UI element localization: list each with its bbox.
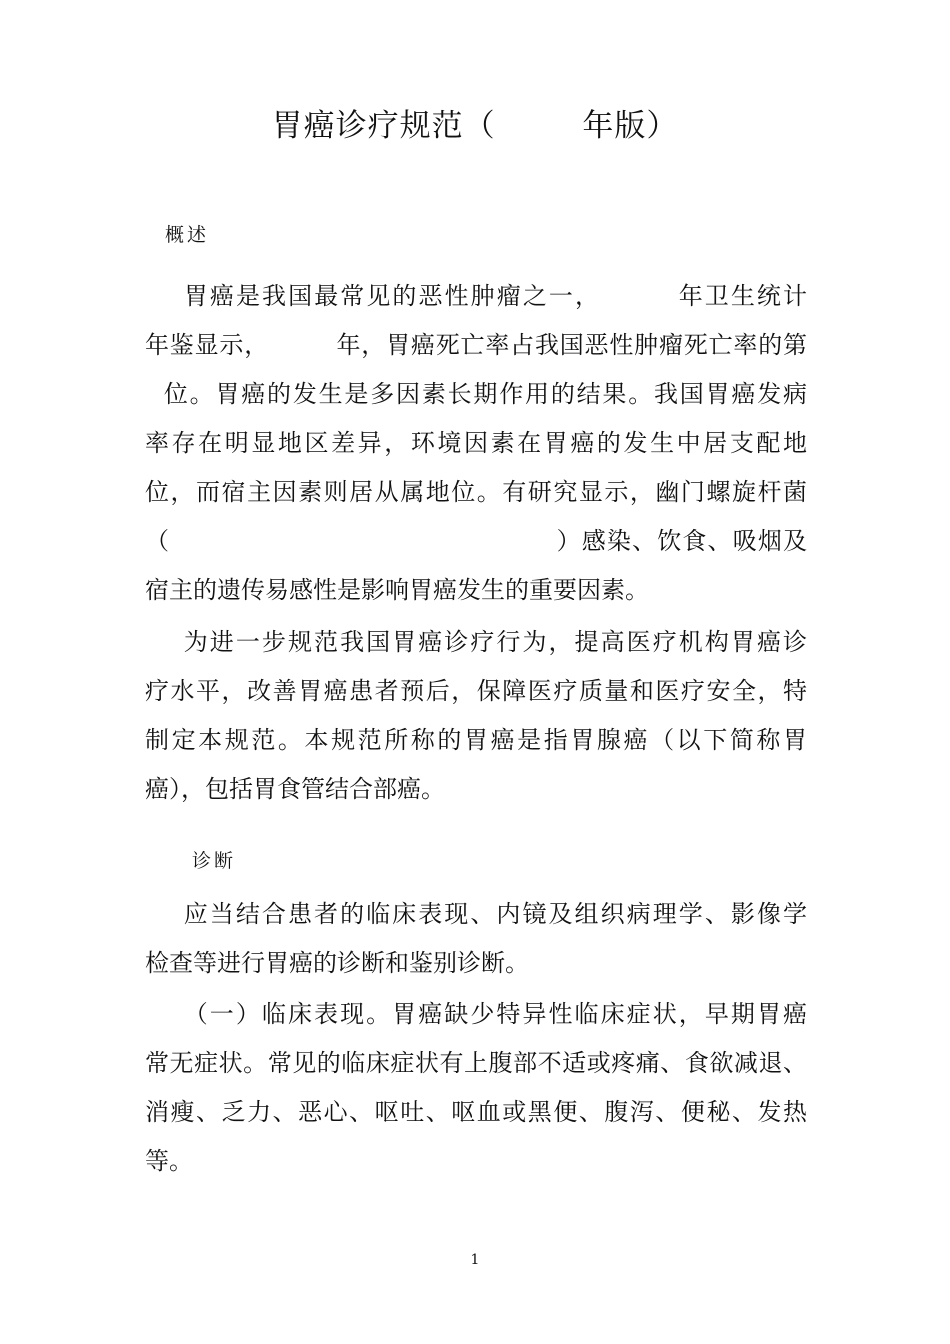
paragraph-diagnosis-1	[145, 890, 807, 988]
text-line: 率存在明显地区差异，环境因素在胃癌的发生中居支配地	[145, 429, 807, 457]
text-line: 癌），包括胃食管结合部癌。	[145, 775, 445, 803]
text-line: 等。	[145, 1147, 193, 1175]
text-line: 消瘦、乏力、恶心、呕吐、呕血或黑便、腹泻、便秘、发热	[145, 1098, 807, 1126]
text-line: 宿主的遗传易感性是影响胃癌发生的重要因素。	[145, 576, 649, 604]
section-heading-diagnosis: 诊断	[192, 850, 237, 872]
text-line: 疗水平，改善胃癌患者预后，保障医疗质量和医疗安全，特	[145, 677, 807, 705]
paragraph-diagnosis-2	[145, 990, 807, 1186]
text-line: 为进一步规范我国胃癌诊疗行为，提高医疗机构胃癌诊	[145, 628, 807, 656]
text-line: 检查等进行胃癌的诊断和鉴别诊断。	[145, 949, 529, 977]
text-line: 年鉴显示， 年，胃癌死亡率占我国恶性肿瘤死亡率的第	[145, 331, 807, 359]
text-line: 位。胃癌的发生是多因素长期作用的结果。我国胃癌发病	[145, 380, 807, 408]
text-line: 胃癌是我国最常见的恶性肿瘤之一， 年卫生统计	[145, 282, 807, 310]
text-line: 制定本规范。本规范所称的胃癌是指胃腺癌（以下简称胃	[145, 726, 807, 754]
text-line: （ ）感染、饮食、吸烟及	[145, 527, 807, 555]
text-line: 常无症状。常见的临床症状有上腹部不适或疼痛、食欲减退、	[145, 1049, 807, 1077]
text-line: （一）临床表现。胃癌缺少特异性临床症状，早期胃癌	[145, 1000, 807, 1028]
text-line: 应当结合患者的临床表现、内镜及组织病理学、影像学	[145, 900, 807, 928]
section-heading-overview: 概述	[165, 224, 210, 246]
document-title: 胃癌诊疗规范（ 年版）	[271, 108, 679, 144]
text-line: 位，而宿主因素则居从属地位。有研究显示，幽门螺旋杆菌	[145, 478, 807, 506]
paragraph-overview-1	[145, 272, 807, 615]
page-number: 1	[470, 1252, 480, 1268]
paragraph-overview-2	[145, 618, 807, 814]
